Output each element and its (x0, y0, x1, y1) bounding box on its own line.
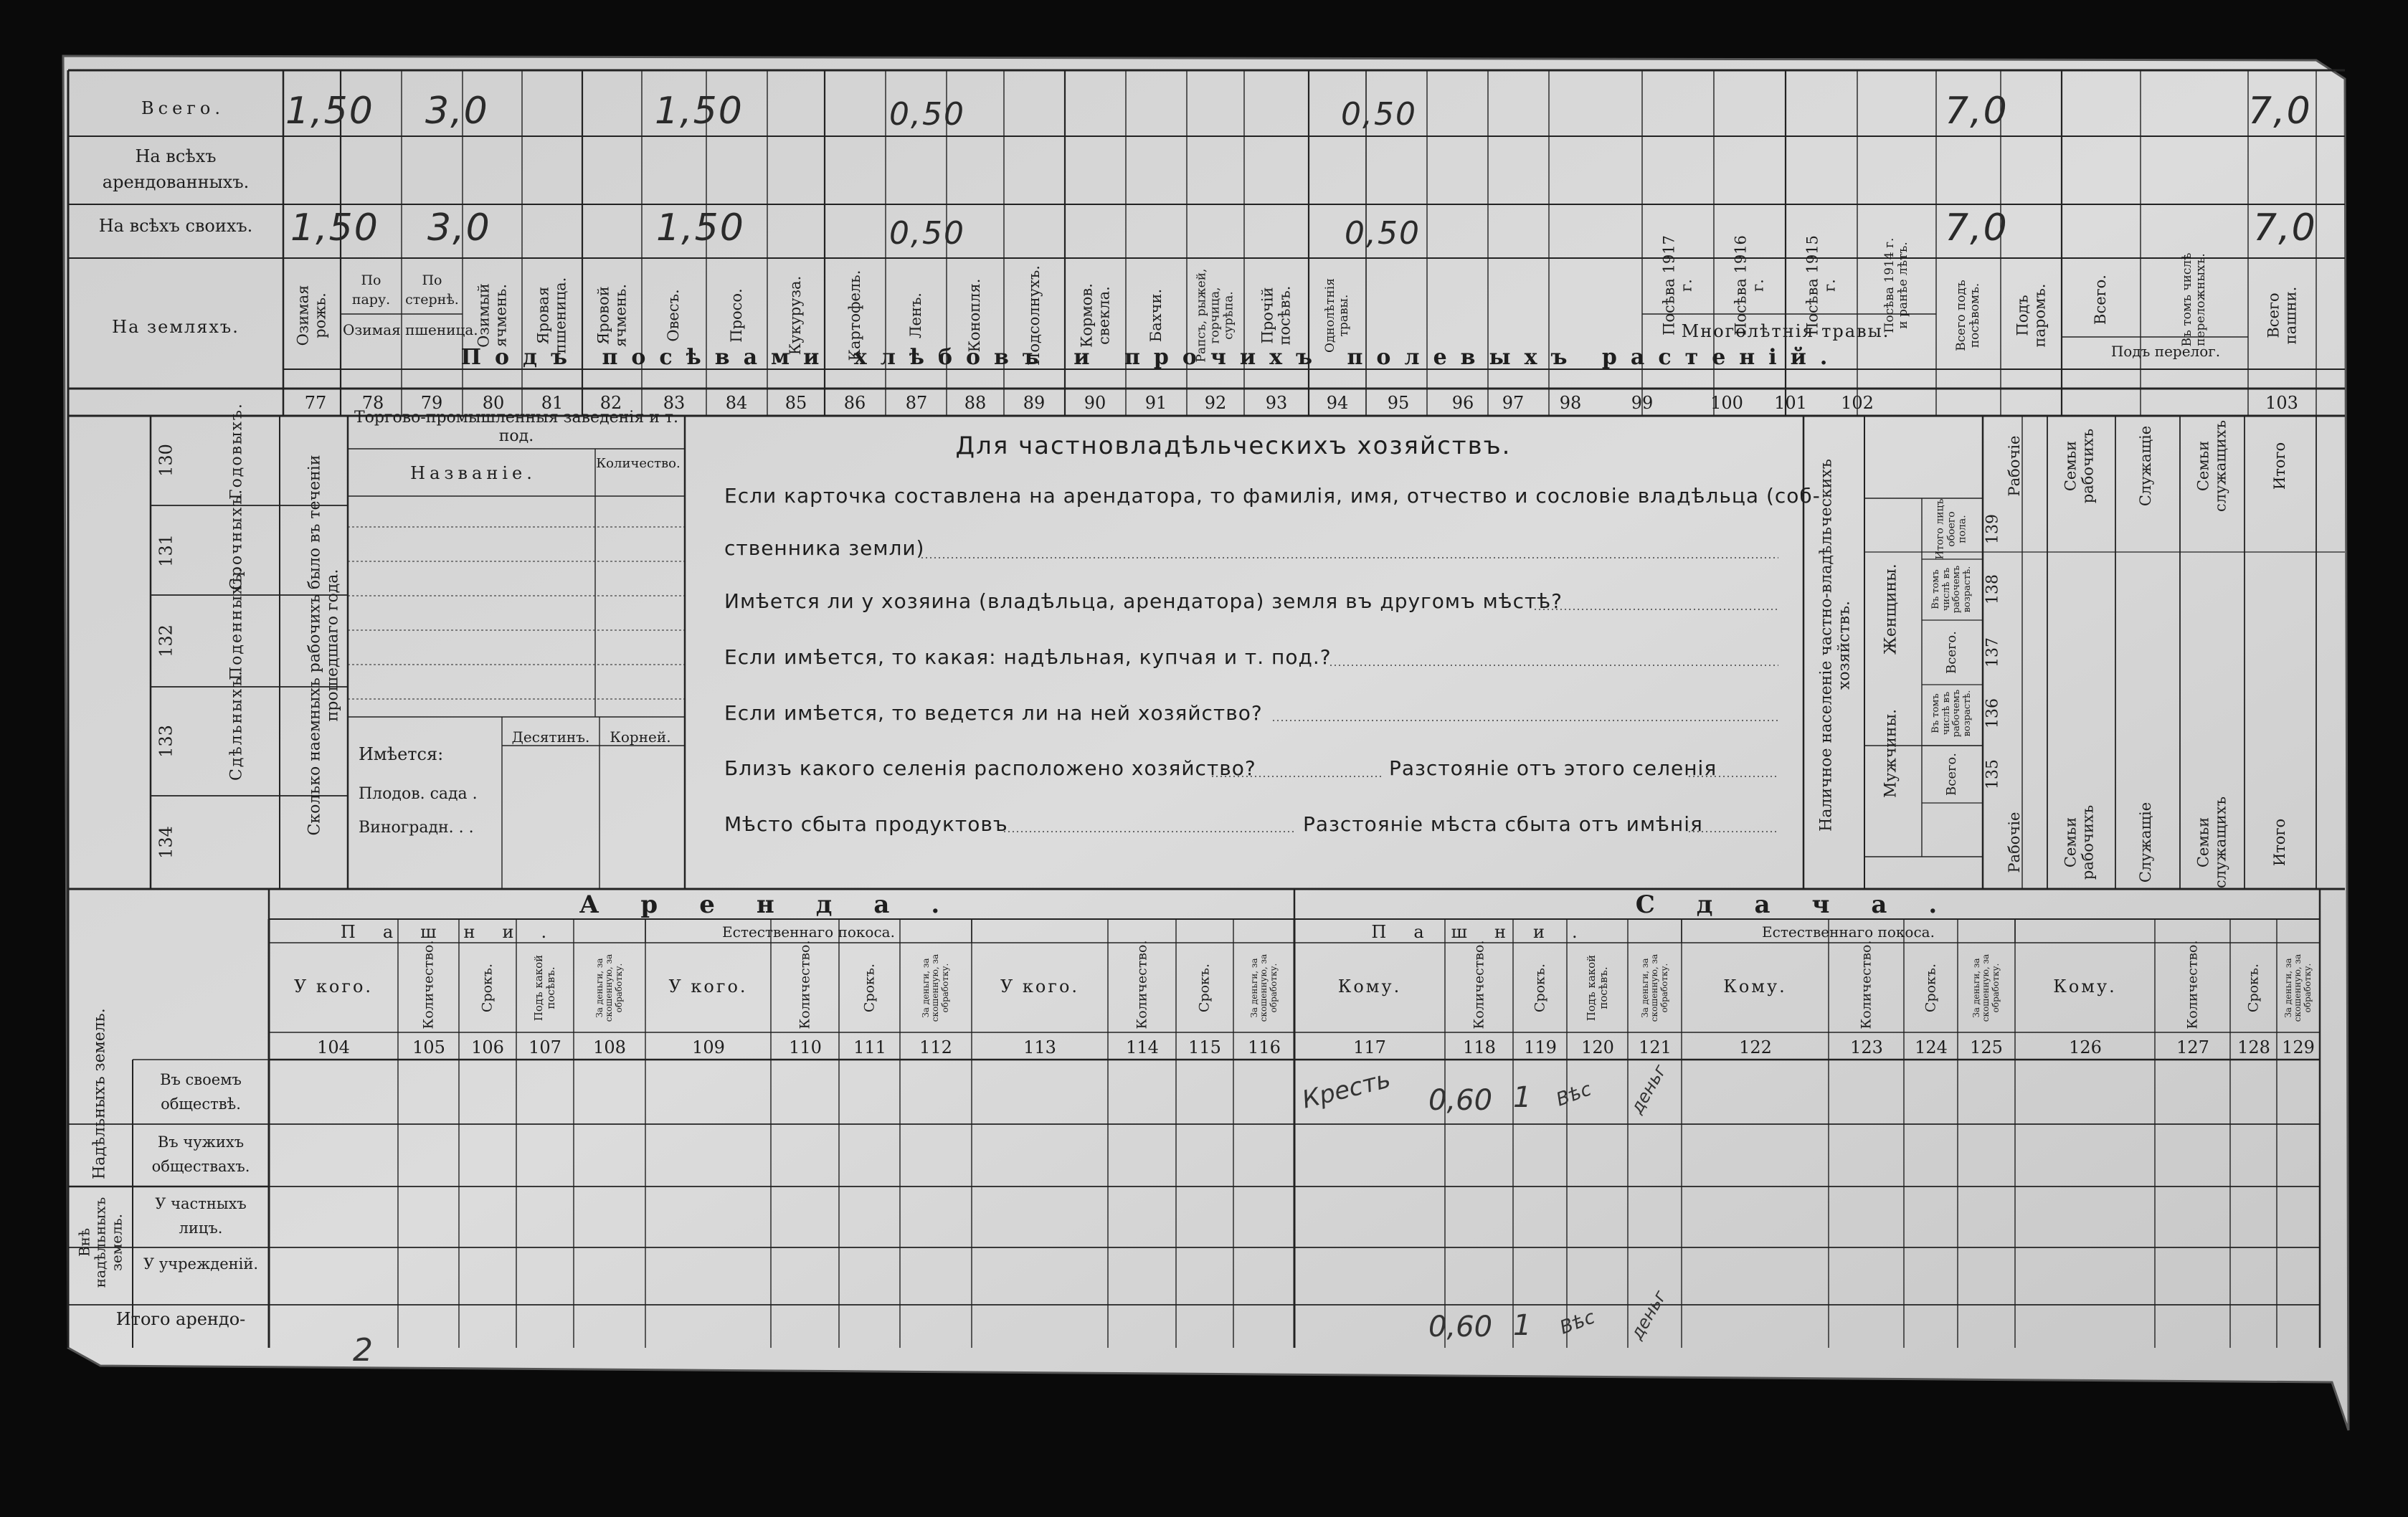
hw-total-melons: 0,50 (1341, 96, 1417, 133)
rent-sub-4-pod_kakoy: Подъ какой посѣвъ. (1584, 954, 1610, 1022)
rent-col-118: 118 (1463, 1037, 1496, 1057)
q-market: Мѣсто сбыта продуктовъ (724, 812, 1008, 836)
women-total: Всего. (1943, 631, 1959, 674)
col-num-93: 93 (1265, 393, 1288, 413)
hw-itogo-under: Вѣс (1557, 1306, 1598, 1339)
rent-row-4: У учрежденій. (143, 1255, 259, 1273)
itogo-both-label: Итого лицъ обоего пола. (1934, 498, 1968, 560)
col-num-95: 95 (1387, 393, 1410, 413)
q-owner: Если карточка составлена на арендатора, то фамилія, имя, отчество и сословіе владѣльца (соб- (724, 484, 1821, 508)
orchard-label: Плодов. сада . (359, 785, 478, 803)
crop-header-11: Ленъ. (906, 293, 924, 338)
col-num-79: 79 (420, 393, 443, 413)
has-label: Имѣется: (359, 744, 444, 764)
rent-col-109: 109 (692, 1037, 725, 1057)
hw-itogo-term: 1 (1513, 1309, 1532, 1342)
row-label-total: Всего. (141, 98, 224, 118)
col-num-86: 86 (843, 393, 866, 413)
men-label: Мужчины. (1882, 708, 1900, 798)
pop-cat-bottom-5: Итого (2271, 818, 2289, 867)
row-label-own: На всѣхъ своихъ. (98, 216, 253, 236)
rent-sub-5-srok: Срокъ. (1922, 963, 1938, 1013)
worker-label-133: Сдѣльныхъ. (227, 669, 246, 781)
hw-own-sown: 7,0 (1945, 206, 2009, 249)
rent-sub-1-kolichestvo: Количество. (419, 940, 436, 1029)
crop-header-23: Всего подъ посѣвомъ. (1953, 280, 1982, 351)
worker-num-133: 133 (156, 725, 176, 758)
hw-total-corn: 0,50 (889, 96, 965, 133)
q-land-kind: Если имѣется, то какая: надѣльная, купчая и т. под.? (724, 645, 1332, 669)
rent-col-116: 116 (1248, 1037, 1281, 1057)
rent-col-129: 129 (2282, 1037, 2315, 1057)
rent-row-1: Въ своемъ обществѣ. (160, 1071, 242, 1113)
rent-col-111: 111 (853, 1037, 886, 1057)
crop-header-3: По стернѣ. (405, 272, 459, 308)
col-num-85: 85 (785, 393, 807, 413)
crop-header-12: Конопля. (966, 278, 984, 353)
rent-party-4: Кому. (1337, 976, 1402, 997)
pop-cat-top-1: Рабочіе (2006, 435, 2024, 497)
pop-num-137: 137 (1983, 637, 2002, 667)
pop-cat-bottom-4: Семьи служащихъ (2194, 796, 2229, 889)
hw-total-arable: 7,0 (2248, 90, 2312, 133)
women-working-age: Въ томъ числѣ въ рабочемъ возрастѣ. (1930, 565, 1973, 614)
rent-sub-3-srok: Срокъ. (1196, 963, 1213, 1013)
q-market-distance: Разстояніе мѣста сбыта отъ имѣнія (1303, 812, 1703, 836)
crop-header-21: Посѣва 1915 г. (1803, 235, 1838, 336)
rent-sub-4-kolichestvo: Количество. (1470, 940, 1487, 1029)
crop-header-10: Картофель. (845, 270, 863, 361)
rent-party-5: Кому. (1723, 976, 1787, 997)
women-label: Женщины. (1882, 563, 1900, 655)
rent-sub-2-kolichestvo: Количество. (796, 940, 812, 1029)
rent-sub-6-srok: Срокъ. (2245, 963, 2261, 1013)
q-owner-cont: ственника земли) (724, 536, 925, 560)
crop-header-8: Просо. (727, 288, 745, 343)
row-label-on-lands: На земляхъ. (112, 317, 240, 337)
sdacha-pokos: Естественнаго покоса. (1762, 923, 1935, 941)
hw-own-spring-barley: 1,50 (656, 206, 745, 249)
rent-sub-6-kolichestvo: Количество. (2184, 940, 2200, 1029)
crop-header-13: Подсолнухъ. (1025, 265, 1043, 366)
hw-sdacha-qty: 0,60 (1428, 1084, 1493, 1117)
rent-col-120: 120 (1581, 1037, 1614, 1057)
rent-sub-2-srok: Срокъ. (861, 963, 877, 1013)
hw-total-sown: 7,0 (1945, 90, 2009, 133)
pop-cat-top-5: Итого (2271, 442, 2289, 490)
rent-sub-5-kolichestvo: Количество. (1857, 940, 1874, 1029)
col-num-87: 87 (905, 393, 928, 413)
pop-num-135: 135 (1983, 759, 2002, 789)
pop-cat-bottom-3: Служащіе (2137, 802, 2155, 883)
arenda-pashni: Пашни. (340, 922, 574, 942)
rent-sub-3-kolichestvo: Количество. (1133, 940, 1150, 1029)
hw-total-spring-barley: 1,50 (655, 90, 744, 133)
pop-num-138: 138 (1983, 574, 2002, 604)
hw-sdacha-under: Вѣс (1553, 1078, 1595, 1111)
hw-itogo-pay: деньг (1626, 1287, 1671, 1343)
crop-header-26: Въ томъ числѣ переложныхъ. (2179, 252, 2208, 347)
crop-header-18: Однолѣтнія травы. (1322, 278, 1351, 353)
rent-sub-6-za_dengi: За деньги, за скошенную, за обработку. (2283, 954, 2313, 1022)
q-village: Близъ какого селенія расположено хозяйство? (724, 756, 1256, 780)
col-num-96: 96 (1451, 393, 1474, 413)
trade-title: Торгово-промышленныя заведенія и т. под. (354, 409, 679, 446)
crop-header-2: По пару. (351, 272, 391, 308)
col-num-91: 91 (1144, 393, 1167, 413)
col-num-88: 88 (964, 393, 987, 413)
trade-name-header: Названіе. (410, 463, 536, 483)
hw-own-arable: 7,0 (2253, 206, 2317, 249)
col-num-103: 103 (2265, 393, 2298, 413)
hw-own-melons: 0,50 (1345, 215, 1421, 252)
col-num-89: 89 (1023, 393, 1046, 413)
arenda-pokos: Естественнаго покоса. (722, 923, 895, 941)
desyatin-header: Десятинъ. (511, 728, 590, 746)
rent-sub-5-za_dengi: За деньги, за скошенную, за обработку. (1971, 954, 2001, 1022)
worker-num-132: 132 (156, 624, 176, 657)
private-title: Для частновладѣльческихъ хозяйствъ. (955, 432, 1512, 460)
rent-col-121: 121 (1639, 1037, 1672, 1057)
rent-col-112: 112 (919, 1037, 952, 1057)
hw-own-rye: 1,50 (290, 206, 379, 249)
col-num-97: 97 (1502, 393, 1525, 413)
rent-sub-3-za_dengi: За деньги, за скошенную, за обработку. (1248, 954, 1279, 1022)
crop-header-27: Всего пашни. (2264, 286, 2299, 345)
arenda-header: Аренда. (579, 890, 982, 919)
men-total: Всего. (1943, 753, 1959, 796)
rent-sub-1-pod_kakoy: Подъ какой посѣвъ. (532, 954, 557, 1022)
rent-col-115: 115 (1188, 1037, 1221, 1057)
hw-total-fallow: 3,0 (425, 90, 489, 133)
rent-col-113: 113 (1023, 1037, 1056, 1057)
crop-header-25: Всего. (2092, 275, 2110, 325)
sdacha-pashni: Пашни. (1371, 922, 1605, 942)
rent-col-124: 124 (1915, 1037, 1948, 1057)
rent-col-107: 107 (528, 1037, 561, 1057)
hw-sdacha-term: 1 (1513, 1081, 1532, 1114)
pop-cat-top-3: Служащіе (2137, 425, 2155, 507)
crop-header-19: Посѣва 1917 г. (1660, 235, 1694, 336)
rent-col-127: 127 (2176, 1037, 2209, 1057)
pop-num-136: 136 (1983, 698, 2002, 728)
col-num-101: 101 (1774, 393, 1807, 413)
rent-col-110: 110 (789, 1037, 822, 1057)
rent-col-105: 105 (412, 1037, 445, 1057)
col-num-82: 82 (599, 393, 622, 413)
rent-col-106: 106 (471, 1037, 504, 1057)
hw-total-rye: 1,50 (285, 90, 374, 133)
col-num-90: 90 (1084, 393, 1106, 413)
group-perennial-grasses: Многолѣтнія травы. (1681, 321, 1890, 341)
pop-num-139: 139 (1983, 514, 2002, 544)
col-num-102: 102 (1841, 393, 1874, 413)
rent-col-114: 114 (1126, 1037, 1159, 1057)
crop-header-24: Подъ паромъ. (2013, 283, 2048, 348)
trade-qty-header: Количество. (596, 456, 681, 471)
rent-col-104: 104 (317, 1037, 350, 1057)
col-num-81: 81 (541, 393, 564, 413)
rent-col-117: 117 (1353, 1037, 1386, 1057)
worker-label-131: Срочныхъ. (227, 488, 246, 590)
rent-sub-4-srok: Срокъ. (1531, 963, 1547, 1013)
hw-itogo-mark: 2 (353, 1332, 373, 1369)
workers-question: Сколько наемныхъ рабочихъ было въ теченіи прошедшаго года. (305, 455, 341, 836)
sdacha-header: Сдача. (1635, 890, 1979, 919)
crop-header-9: Кукуруза. (787, 275, 805, 356)
crop-header-7: Овесъ. (665, 289, 683, 342)
col-num-92: 92 (1204, 393, 1227, 413)
banner-under-crops: Подъ посѣвами хлѣбовъ и прочихъ полевыхъ растеній. (460, 345, 1841, 370)
col-num-99: 99 (1631, 393, 1654, 413)
col-num-77: 77 (304, 393, 327, 413)
col-num-100: 100 (1710, 393, 1743, 413)
pop-cat-top-4: Семьи служащихъ (2194, 419, 2229, 513)
group-winter-wheat: Озимая пшеница. (343, 321, 478, 338)
rent-col-123: 123 (1850, 1037, 1883, 1057)
rent-col-128: 128 (2237, 1037, 2270, 1057)
col-num-94: 94 (1326, 393, 1349, 413)
col-num-78: 78 (361, 393, 384, 413)
rent-col-108: 108 (593, 1037, 626, 1057)
hw-own-corn: 0,50 (889, 215, 965, 252)
rent-sub-1-srok: Срокъ. (479, 963, 496, 1013)
rent-party-2: У кого. (668, 976, 748, 997)
rent-col-125: 125 (1970, 1037, 2003, 1057)
q-other-land: Имѣется ли у хозяина (владѣльца, арендатора) земля въ другомъ мѣстѣ? (724, 589, 1563, 613)
rent-row-3: У частныхъ лицъ. (155, 1195, 247, 1237)
col-num-84: 84 (725, 393, 748, 413)
hw-itogo-qty: 0,60 (1428, 1311, 1493, 1344)
hw-sdacha-pay: деньг (1626, 1061, 1671, 1117)
worker-num-130: 130 (156, 444, 176, 477)
rent-sub-2-za_dengi: За деньги, за скошенную, за обработку. (920, 954, 950, 1022)
group-nadel: Надѣльныхъ земель. (90, 1008, 109, 1179)
men-working-age: Въ томъ числѣ въ рабочемъ возрастѣ. (1930, 689, 1973, 738)
group-vne: Внѣ надѣльныхъ земель. (75, 1197, 125, 1288)
hw-own-fallow: 3,0 (427, 206, 491, 249)
worker-label-132: Поденныхъ. (227, 566, 246, 680)
rent-party-6: Кому. (2053, 976, 2117, 997)
pop-cat-bottom-2: Семьи рабочихъ (2062, 804, 2096, 880)
crop-header-20: Посѣва 1916 г. (1732, 235, 1766, 336)
col-num-83: 83 (663, 393, 686, 413)
crop-header-6: Яровой ячмень. (594, 284, 629, 347)
crop-header-16: Рапсъ, рыжей, горчица, сурѣпа. (1194, 268, 1236, 363)
crop-header-17: Прочій посѣвъ. (1258, 285, 1293, 346)
crop-header-1: Озимая рожь. (294, 285, 328, 346)
row-label-rented: На всѣхъ арендованныхъ. (102, 146, 250, 192)
crop-header-15: Бахчи. (1147, 288, 1165, 343)
worker-num-134: 134 (156, 826, 176, 859)
rent-sub-4-za_dengi: За деньги, за скошенную, за обработку. (1639, 954, 1669, 1022)
population-title: Наличное населеніе частно-владѣльческихъ хозяйствъ. (1817, 459, 1853, 832)
rent-row-2: Въ чужихъ обществахъ. (151, 1133, 250, 1175)
rent-col-122: 122 (1739, 1037, 1772, 1057)
korney-header: Корней. (610, 728, 671, 746)
worker-label-130: Годовыхъ. (227, 402, 246, 500)
rent-col-126: 126 (2069, 1037, 2102, 1057)
hw-sdacha-kind: Кресть (1299, 1065, 1394, 1115)
crop-header-14: Кормов. свекла. (1077, 283, 1112, 348)
rent-party-3: У кого. (1000, 976, 1080, 997)
rent-party-1: У кого. (293, 976, 374, 997)
crop-header-4: Озимый ячмень. (474, 283, 509, 348)
worker-num-131: 131 (156, 534, 176, 567)
col-num-80: 80 (482, 393, 505, 413)
vineyard-label: Виноградн. . . (359, 819, 474, 837)
itogo-label: Итого арендо- (115, 1309, 246, 1329)
pop-cat-bottom-1: Рабочіе (2006, 812, 2024, 873)
rent-col-119: 119 (1524, 1037, 1557, 1057)
rent-sub-1-za_dengi: За деньги, за скошенную, за обработку. (594, 954, 624, 1022)
q-farming: Если имѣется, то ведется ли на ней хозяйство? (724, 701, 1263, 725)
crop-header-22: Посѣва 1914 г. и ранѣе лѣтъ. (1882, 237, 1910, 333)
crop-header-5: Яровая пшеница. (534, 277, 569, 354)
group-fallow: Подъ перелог. (2110, 343, 2221, 360)
col-num-98: 98 (1559, 393, 1582, 413)
pop-cat-top-2: Семьи рабочихъ (2062, 428, 2096, 504)
q-village-distance: Разстояніе отъ этого селенія (1389, 756, 1717, 780)
